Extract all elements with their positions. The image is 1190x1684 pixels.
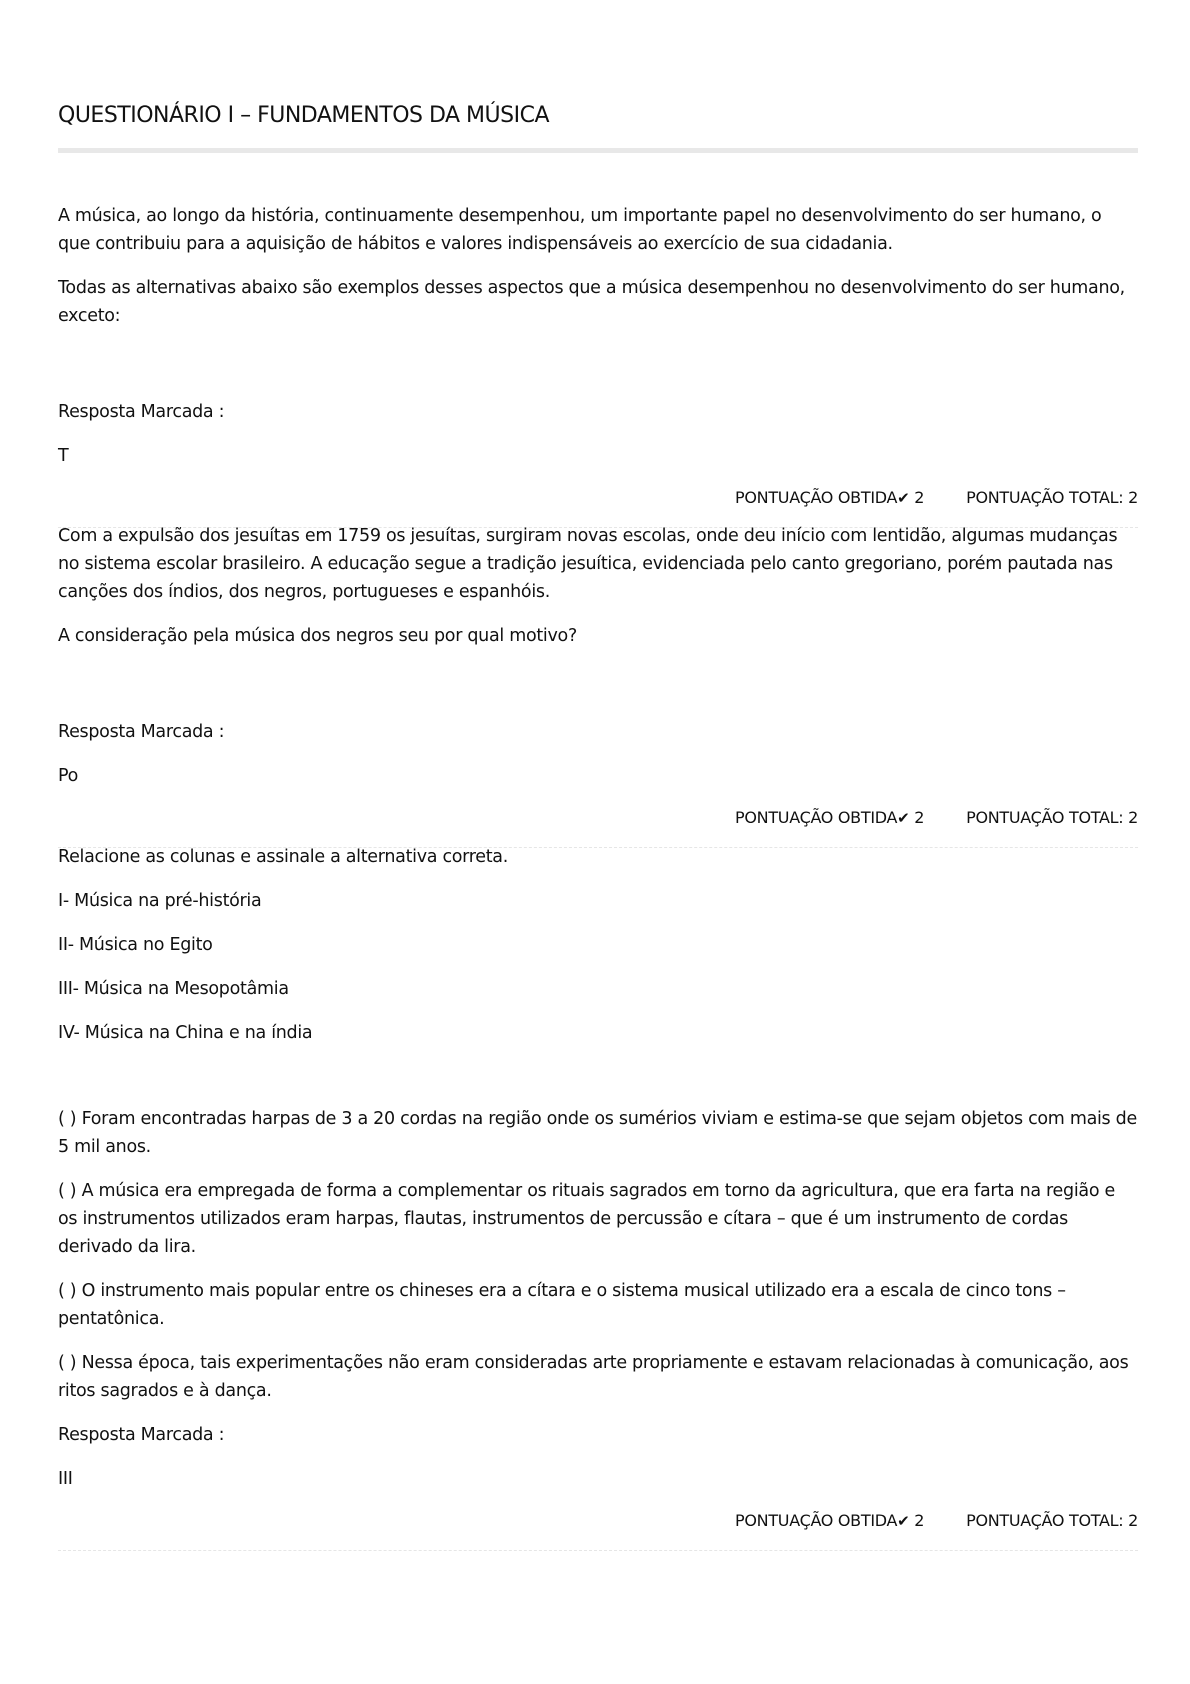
statement: ( ) Foram encontradas harpas de 3 a 20 cordas na região onde os sumérios viviam e estima-se que sejam objetos com mais de 5 mil anos. bbox=[58, 1109, 1137, 1157]
column-item: I- Música na pré-história bbox=[58, 891, 262, 911]
score-row bbox=[58, 488, 1138, 507]
question-2 bbox=[58, 522, 1138, 848]
score-total: PONTUAÇÃO TOTAL: 2 bbox=[966, 808, 1138, 827]
question-1 bbox=[58, 202, 1138, 528]
question-prompt: Todas as alternativas abaixo são exemplos desses aspectos que a música desempenhou no desenvolvimento do ser humano, exceto: bbox=[58, 278, 1125, 326]
statement: ( ) A música era empregada de forma a complementar os rituais sagrados em torno da agricultura, que era farta na região e os instrumentos utilizados eram harpas, flautas, instrumentos de percussão e cítara – que é um instrumento de cordas derivado da lira. bbox=[58, 1181, 1115, 1257]
score-total: PONTUAÇÃO TOTAL: 2 bbox=[966, 1511, 1138, 1530]
column-item: III- Música na Mesopotâmia bbox=[58, 979, 289, 999]
question-text: Relacione as colunas e assinale a alternativa correta. bbox=[58, 847, 508, 867]
question-prompt: A consideração pela música dos negros seu por qual motivo? bbox=[58, 626, 577, 646]
score-total: PONTUAÇÃO TOTAL: 2 bbox=[966, 488, 1138, 507]
answer-value: T bbox=[58, 446, 69, 466]
question-text: Com a expulsão dos jesuítas em 1759 os jesuítas, surgiram novas escolas, onde deu início com lentidão, algumas mudanças no sistema escolar brasileiro. A educação segue a tradição jesuítica, evidenciada pelo canto gregoriano, porém pautada nas canções dos índios, dos negros, portugueses e espanhóis. bbox=[58, 526, 1118, 602]
score-row bbox=[58, 1511, 1138, 1530]
statement: ( ) O instrumento mais popular entre os chineses era a cítara e o sistema musical utilizado era a escala de cinco tons – pentatônica. bbox=[58, 1281, 1066, 1329]
score-row bbox=[58, 808, 1138, 827]
answer-value: Po bbox=[58, 766, 79, 786]
answer-value: III bbox=[58, 1469, 73, 1489]
question-3 bbox=[58, 843, 1138, 1551]
check-icon: ✔ bbox=[897, 809, 910, 827]
question-divider bbox=[58, 1550, 1138, 1551]
column-item: IV- Música na China e na índia bbox=[58, 1023, 313, 1043]
score-obtained: PONTUAÇÃO OBTIDA✔ 2 bbox=[735, 488, 925, 507]
answer-label: Resposta Marcada : bbox=[58, 1425, 225, 1445]
answer-label: Resposta Marcada : bbox=[58, 402, 225, 422]
statement: ( ) Nessa época, tais experimentações não eram consideradas arte propriamente e estavam relacionadas à comunicação, aos ritos sagrados e à dança. bbox=[58, 1353, 1129, 1401]
page-title: QUESTIONÁRIO I – FUNDAMENTOS DA MÚSICA bbox=[58, 103, 550, 128]
title-divider bbox=[58, 148, 1138, 153]
check-icon: ✔ bbox=[897, 489, 910, 507]
column-item: II- Música no Egito bbox=[58, 935, 213, 955]
answer-label: Resposta Marcada : bbox=[58, 722, 225, 742]
score-obtained: PONTUAÇÃO OBTIDA✔ 2 bbox=[735, 808, 925, 827]
question-text: A música, ao longo da história, continuamente desempenhou, um importante papel no desenvolvimento do ser humano, o que contribuiu para a aquisição de hábitos e valores indispensáveis ao exercício de sua cidadania. bbox=[58, 206, 1102, 254]
score-obtained: PONTUAÇÃO OBTIDA✔ 2 bbox=[735, 1511, 925, 1530]
check-icon: ✔ bbox=[897, 1512, 910, 1530]
